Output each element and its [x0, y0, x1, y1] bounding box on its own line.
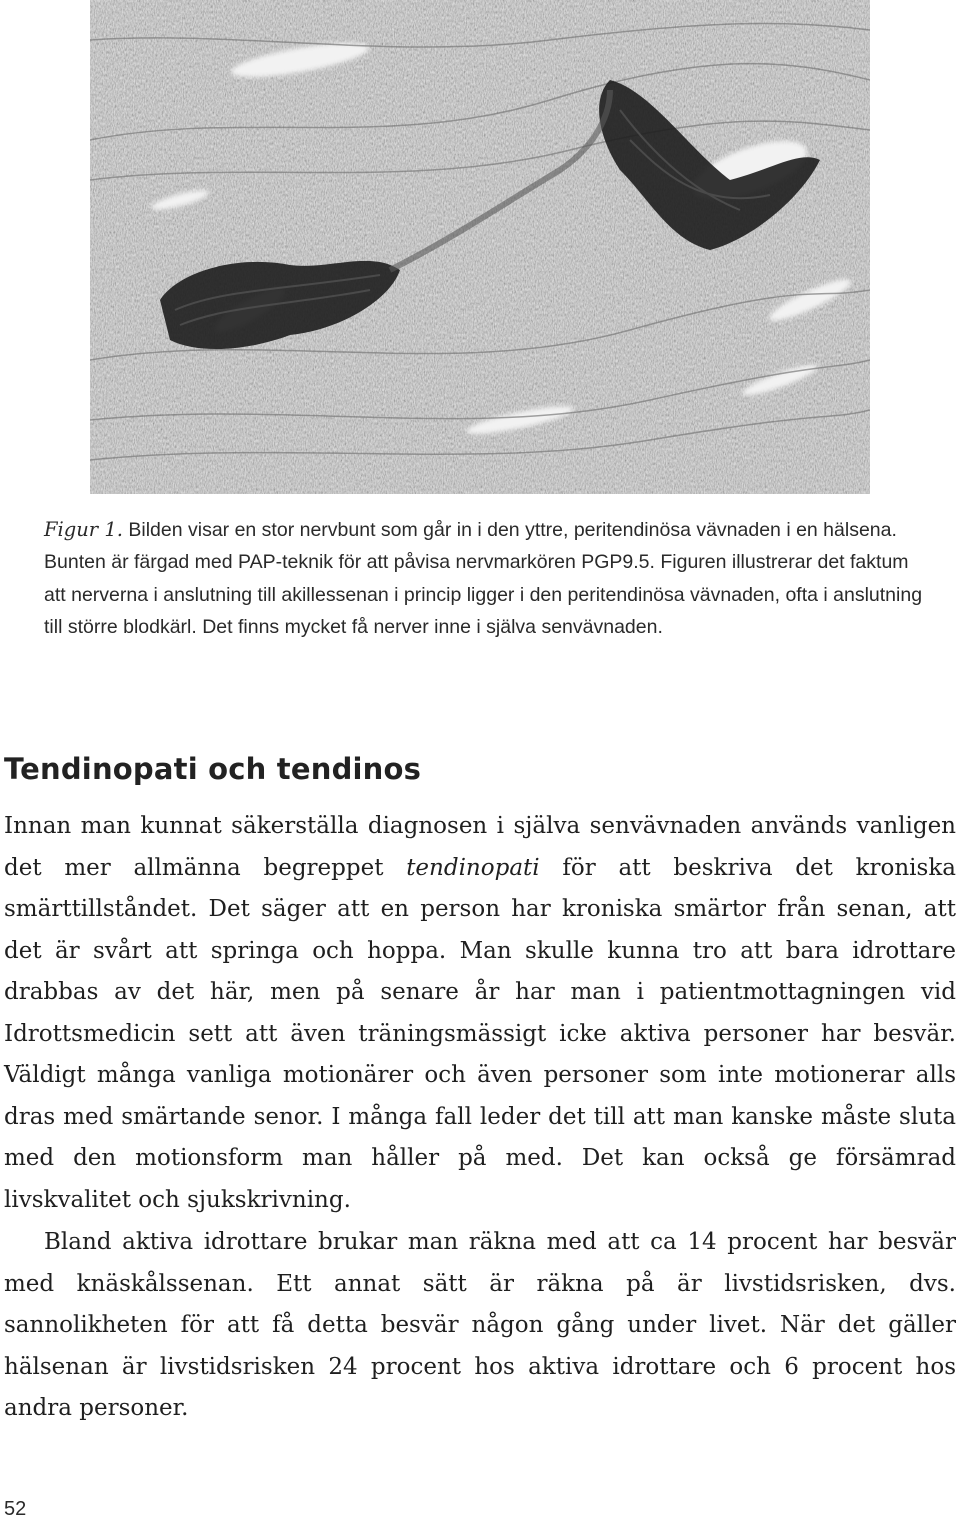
paragraph-1-end: för att beskriva det kroniska smärttillståndet. Det säger att en person har kroniska smärtor från senan, att det är svårt att springa och hoppa. Man skulle kunna tro att bara idrottare drabbas av det här, men på senare år har man i patientmottagningen vid Idrottsmedicin sett att även träningsmässigt icke aktiva personer har besvär. Väldigt många vanliga motionärer och även personer som inte motionerar alls dras med smärtande senor. I många fall leder det till att man kanske måste sluta med den motionsform man håller på med. Det kan också ge försämrad livskvalitet och sjukskrivning. [4, 854, 956, 1213]
paragraph-1-start: Innan man kunnat säkerställa diagnosen i själva senvävnaden används vanligen det mer allmänna begreppet [4, 813, 956, 881]
tendinopati-term: tendinopati [406, 854, 540, 881]
histology-micrograph [90, 0, 870, 494]
figure-caption-text-2: Figuren illustrerar det faktum att nerverna i anslutning till akillessenan i princip ligger i den peritendinösa vävnaden, ofta i anslutning till större blodkärl. Det finns mycket få nerver inne i själva senvävnaden. [44, 551, 923, 639]
figure-caption-text-1: Bilden visar en stor nervbunt som går in i den yttre, peritendinösa vävnaden i en hälsena. Bunten är färgad med PAP-teknik för att påvisa nervmarkören PGP9.5. [44, 519, 897, 574]
section-heading: Tendinopati och tendinos [4, 752, 422, 786]
body-paragraph-2: Bland aktiva idrottare brukar man räkna med att ca 14 procent har besvär med knäskålssenan. Ett annat sätt är räkna på är livstidsrisken, dvs. sannolikheten för att få detta besvär någon gång under livet. När det gäller hälsenan är livstidsrisken 24 procent hos aktiva idrottare och 6 procent hos andra personer. [4, 1229, 956, 1421]
micrograph-image [90, 0, 870, 494]
figure-caption [44, 514, 924, 644]
body-paragraph-1 [4, 806, 956, 1221]
page-number: 52 [4, 1498, 27, 1520]
figure-label: Figur 1. [44, 518, 123, 541]
